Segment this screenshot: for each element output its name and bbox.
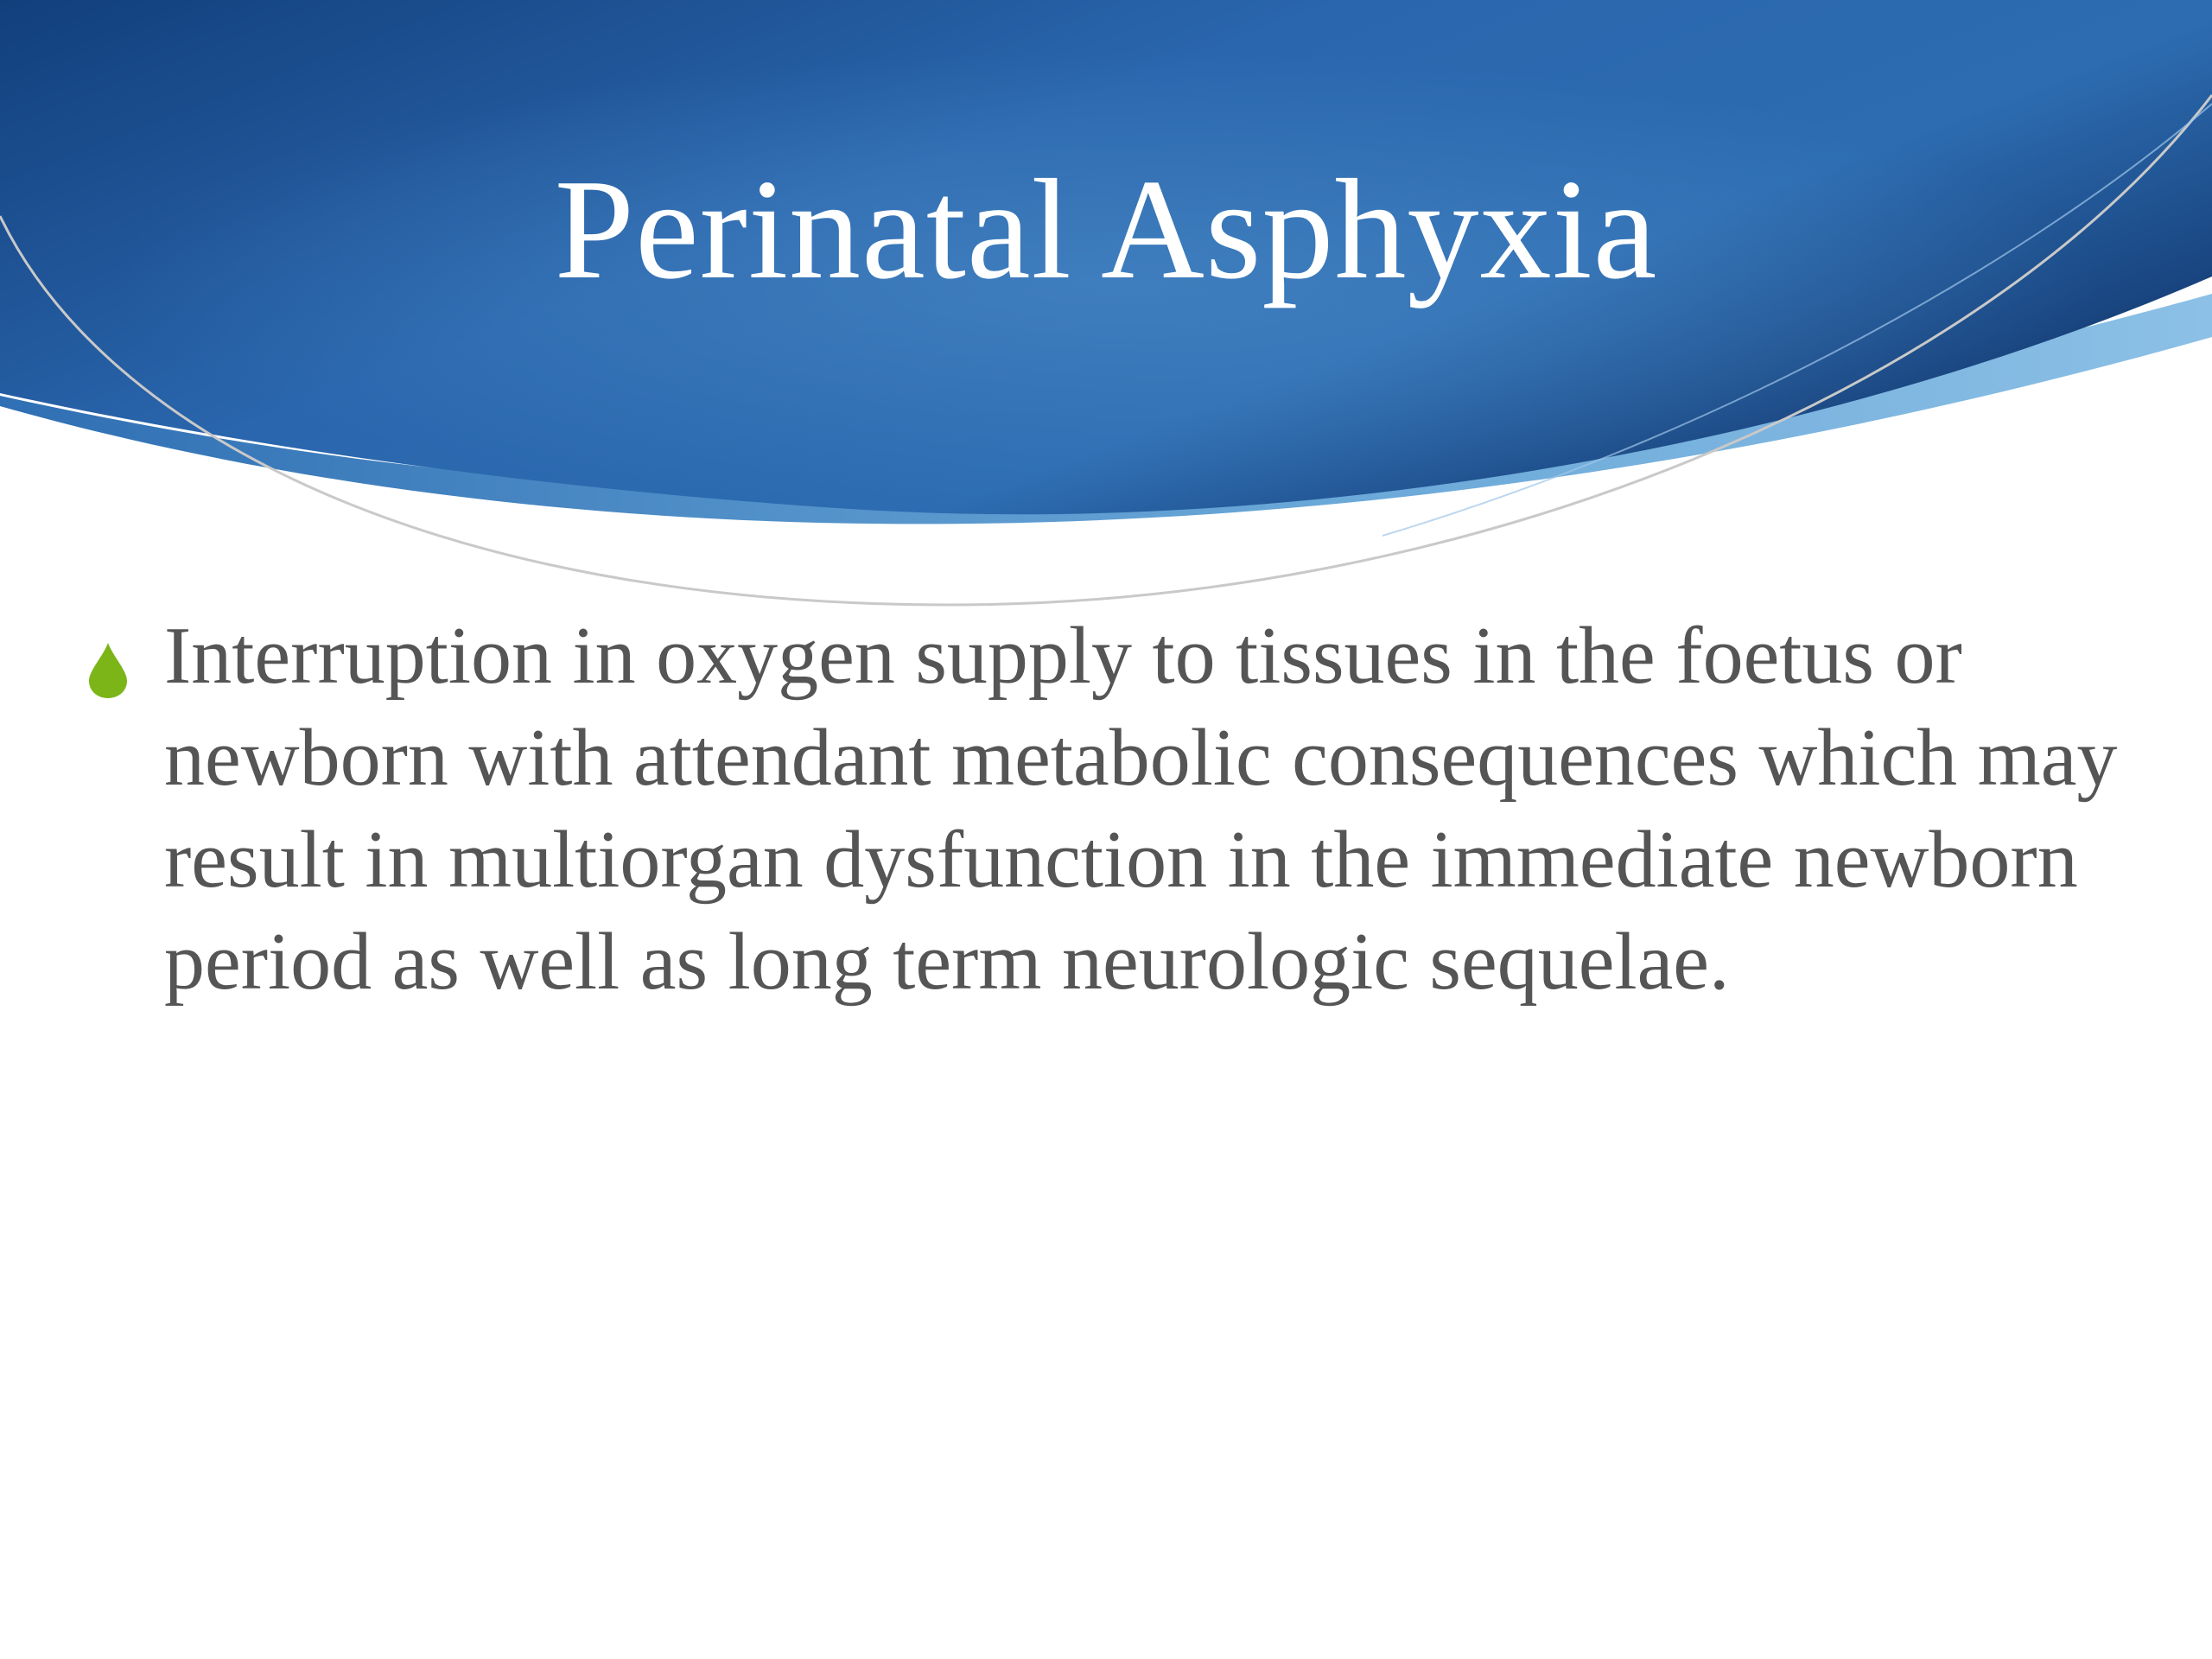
bullet-text: Interruption in oxygen supply to tissues in the foetus or newborn with attendant metabolic consequences which may result in multiorgan dysfunction in the immediate newborn period as well as long term neurologic sequelae. — [164, 611, 2118, 1007]
slide-title: Perinatal Asphyxia — [554, 149, 1658, 308]
slide-content — [82, 605, 2139, 1013]
droplet-icon — [82, 639, 134, 700]
bullet-item — [82, 605, 2139, 1013]
